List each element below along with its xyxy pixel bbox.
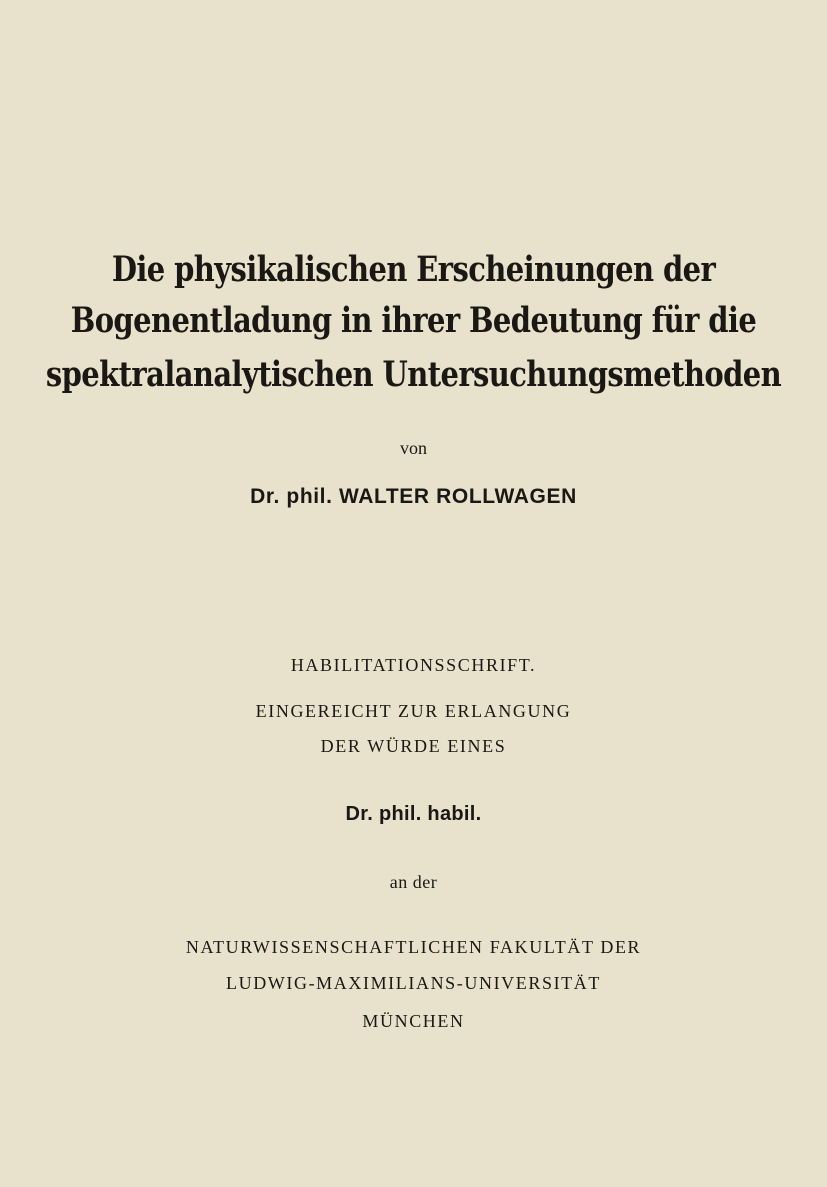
thesis-line-1: HABILITATIONSSCHRIFT. xyxy=(290,655,537,675)
thesis-line-3: DER WÜRDE EINES xyxy=(320,736,507,756)
degree-title: Dr. phil. habil. xyxy=(345,803,482,825)
institution-line-2: LUDWIG-MAXIMILIANS-UNIVERSITÄT xyxy=(226,973,601,993)
thesis-line-2: EINGEREICHT ZUR ERLANGUNG xyxy=(255,701,572,721)
title-line-2: Bogenentladung in ihrer Bedeutung für die xyxy=(70,299,757,341)
at-label: an der xyxy=(389,872,438,892)
by-label: von xyxy=(400,438,427,458)
title-line-3: spektralanalytischen Untersuchungsmethoden xyxy=(45,353,782,395)
institution-line-1: NATURWISSENSCHAFTLICHEN FAKULTÄT DER xyxy=(185,937,642,957)
institution-city: MÜNCHEN xyxy=(362,1011,465,1031)
title-line-1: Die physikalischen Erscheinungen der xyxy=(111,248,716,290)
author-name: Dr. phil. WALTER ROLLWAGEN xyxy=(250,485,577,508)
